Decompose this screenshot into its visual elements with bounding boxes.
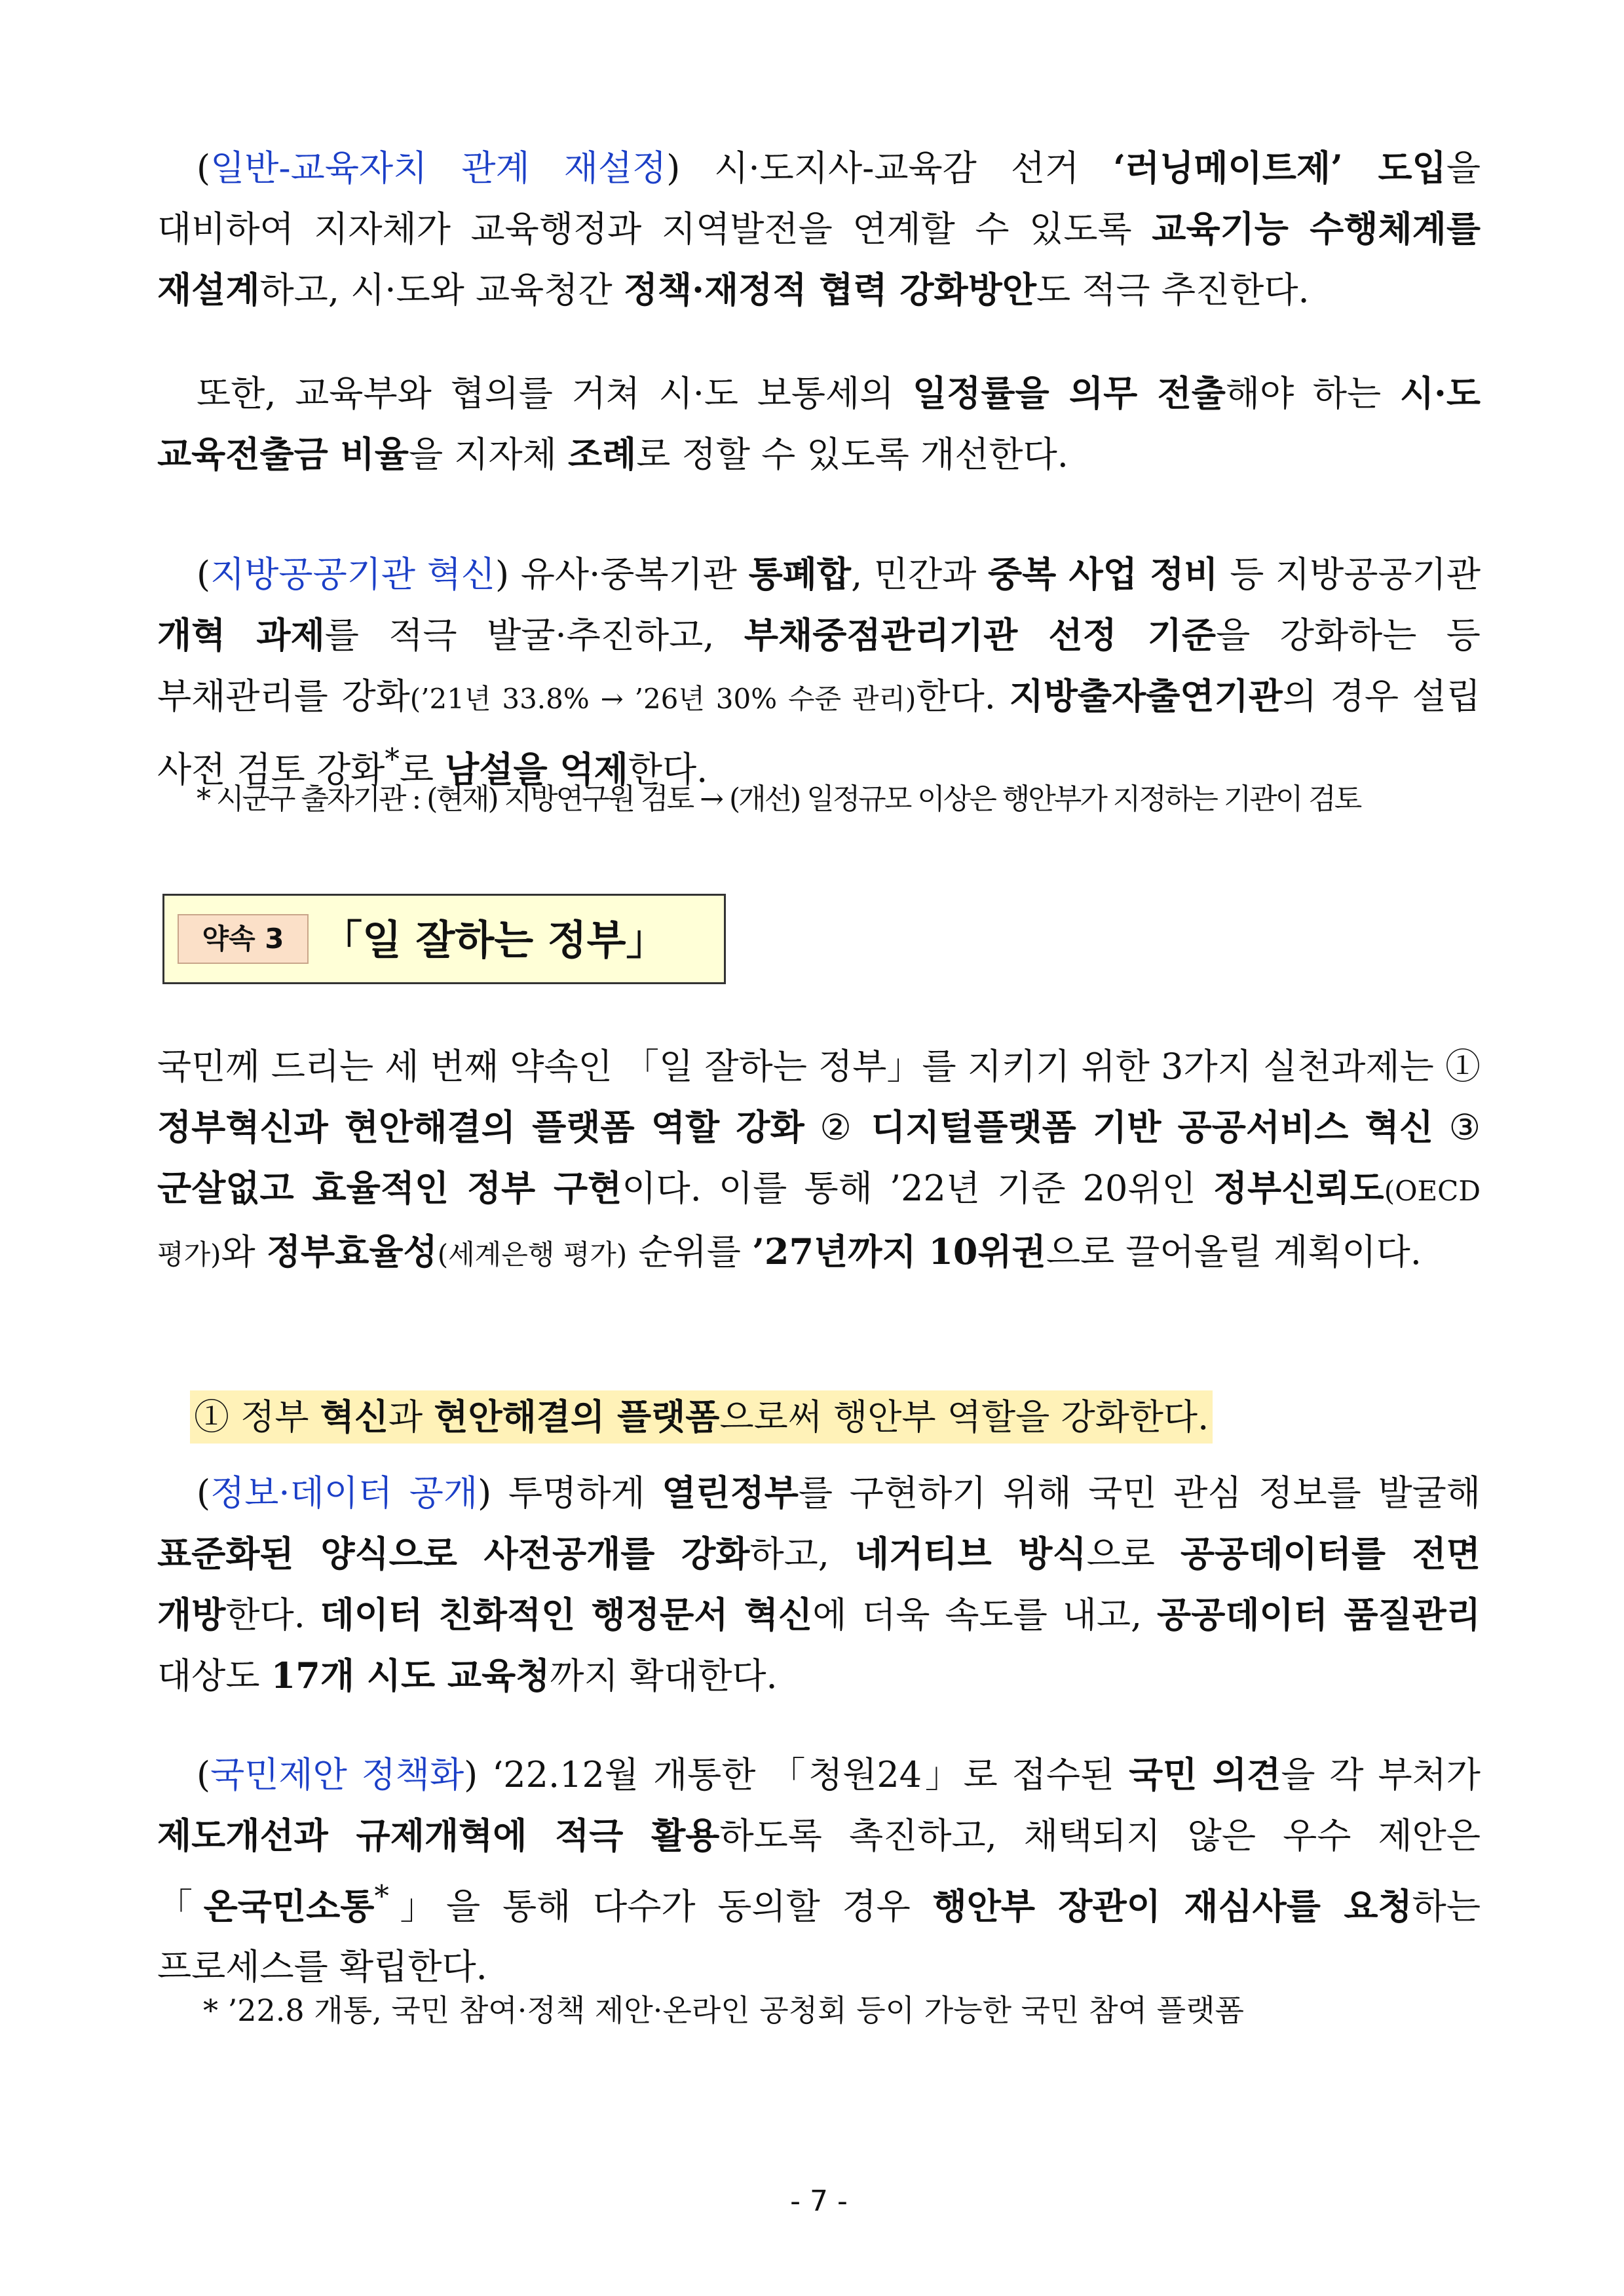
section-tag-citizen-proposal: 국민제안 정책화 <box>210 1754 464 1795</box>
paragraph-open-data: (정보·데이터 공개) 투명하게 열린정부를 구현하기 위해 국민 관심 정보를 발굴해 표준화된 양식으로 사전공개를 강화하고, 네거티브 방식으로 공공데이터를 전면 개방한다. 데이터 친화적인 행정문서 혁신에 더욱 속도를 내고, 공공데이터 품질관리 대상도 17개 시도 교육청까지 확대한다. <box>157 1472 1481 1696</box>
section-tag-public-institution: 지방공공기관 혁신 <box>210 554 496 595</box>
page-number: - 7 - <box>790 2185 848 2218</box>
paragraph-public-institution: (지방공공기관 혁신) 유사·중복기관 통폐합, 민간과 중복 사업 정비 등 지방공공기관 개혁 과제를 적극 발굴·추진하고, 부채중점관리기관 선정 기준을 강화하는 등 부채관리를 강화(’21년 33.8% → ’26년 30% 수준 관리)한다. 지방출자출연기관의 경우 설립 사전 검토 강화*로 남설을 억제한다. <box>157 553 1481 790</box>
promise-tag: 약속 3 <box>178 914 309 964</box>
paragraph-education-transfer: 또한, 교육부와 협의를 거쳐 시·도 보통세의 일정률을 의무 전출해야 하는 시·도 교육전출금 비율을 지자체 조례로 정할 수 있도록 개선한다. <box>157 372 1481 475</box>
document-page <box>157 0 1481 2296</box>
promise-box <box>162 894 726 984</box>
subsection-heading-1: ① 정부 혁신과 현안해결의 플랫폼으로써 행안부 역할을 강화한다. <box>190 1390 1213 1444</box>
paragraph-promise-intro: 국민께 드리는 세 번째 약속인 「일 잘하는 정부」를 지키기 위한 3가지 실천과제는 ① 정부혁신과 현안해결의 플랫폼 역할 강화 ② 디지털플랫폼 기반 공공서비스 혁신 ③ 군살없고 효율적인 정부 구현이다. 이를 통해 ’22년 기준 20위인 정부신뢰도(OECD 평가)와 정부효율성(세계은행 평가) 순위를 ’27년까지 10위권으로 끌어올릴 계획이다. <box>157 1046 1481 1272</box>
paragraph-education-autonomy: (일반-교육자치 관계 재설정) 시·도지사-교육감 선거 ‘러닝메이트제’ 도입을 대비하여 지자체가 교육행정과 지역발전을 연계할 수 있도록 교육기능 수행체계를 재설계하고, 시·도와 교육청간 정책·재정적 협력 강화방안도 적극 추진한다. <box>157 147 1481 311</box>
footnote-proposal: * ’22.8 개통, 국민 참여·정책 제안·온라인 공청회 등이 가능한 국민 참여 플랫폼 <box>203 1993 1244 2028</box>
promise-title: 「일 잘하는 정부」 <box>322 916 667 964</box>
footnote-institution: * 시군구 출자기관 : (현재) 지방연구원 검토 → (개선) 일정규모 이상은 행안부가 지정하는 기관이 검토 <box>197 782 1361 816</box>
section-tag-open-data: 정보·데이터 공개 <box>210 1472 478 1514</box>
section-tag-education-autonomy: 일반-교육자치 관계 재설정 <box>210 147 667 189</box>
paragraph-citizen-proposal: (국민제안 정책화) ‘22.12월 개통한 「청원24」로 접수된 국민 의견을 각 부처가 제도개선과 규제개혁에 적극 활용하도록 촉진하고, 채택되지 않은 우수 제안은 「온국민소통*」을 통해 다수가 동의할 경우 행안부 장관이 재심사를 요청하는 프로세스를 확립한다. <box>157 1753 1481 1987</box>
